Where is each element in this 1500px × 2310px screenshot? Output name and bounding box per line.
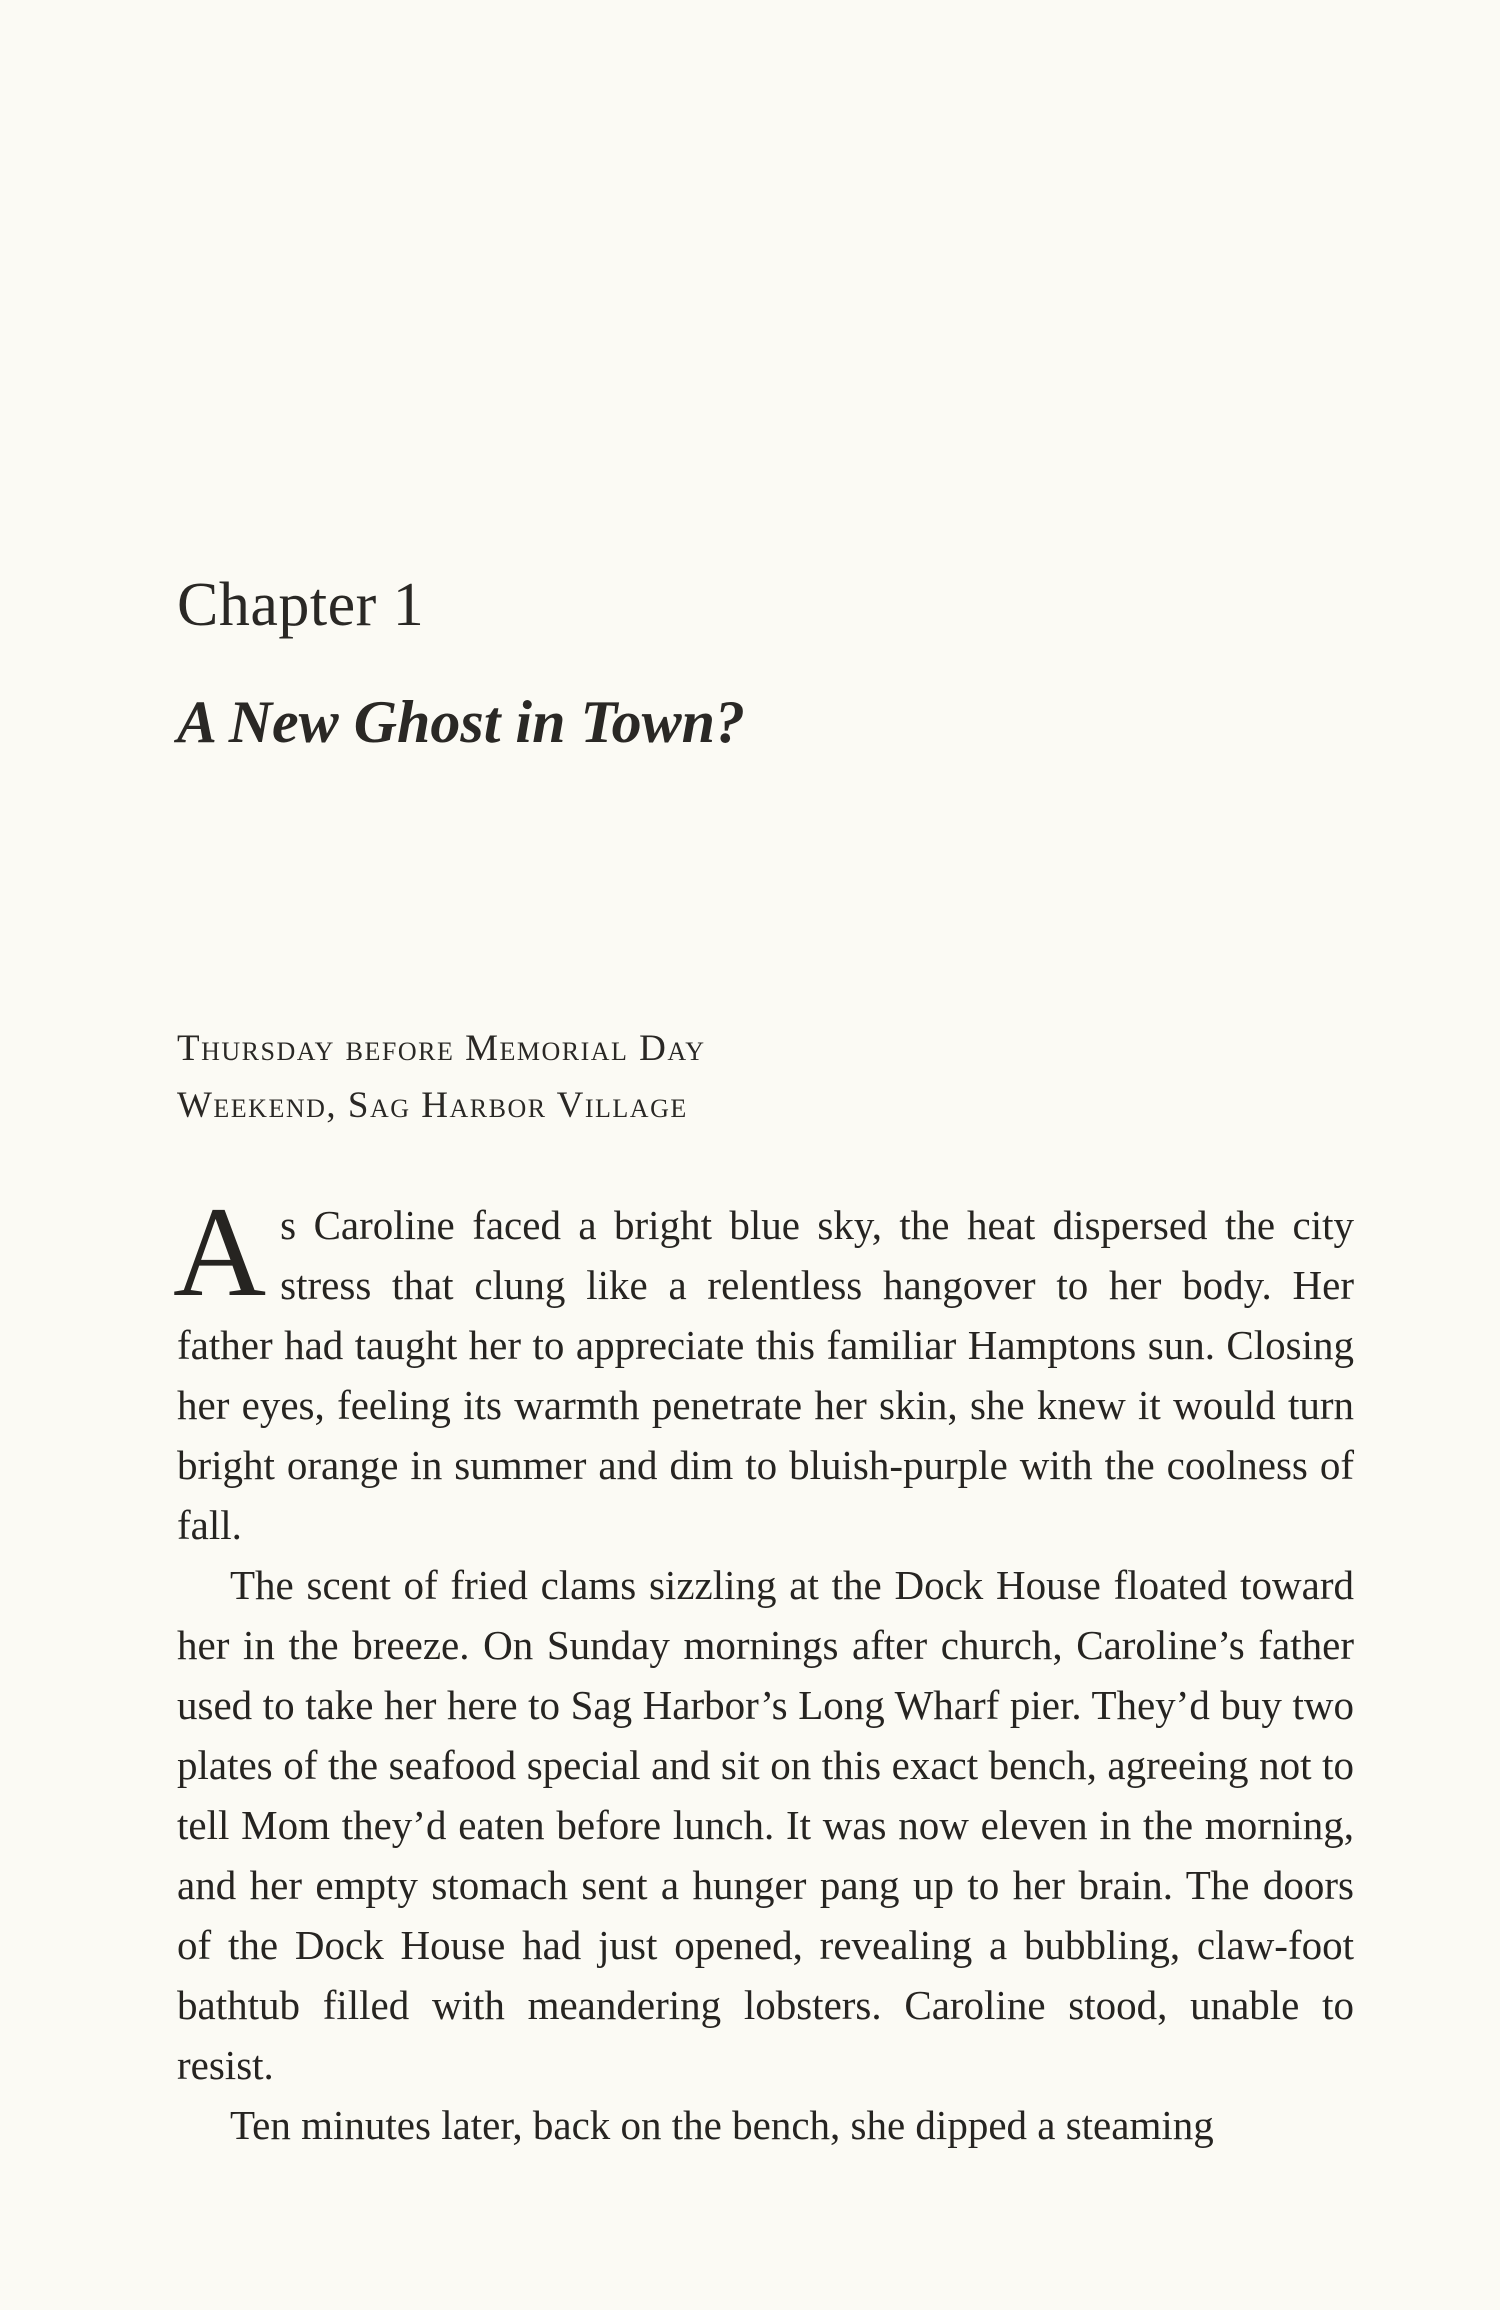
drop-cap: A bbox=[173, 1180, 267, 1323]
chapter-label: Chapter 1 bbox=[177, 571, 425, 639]
chapter-subtitle: A New Ghost in Town? bbox=[177, 689, 745, 755]
dateline-line-2: Weekend, Sag Harbor Village bbox=[177, 1085, 688, 1126]
paragraph-2: The scent of fried clams sizzling at the Dock House floated toward her in the breeze. On Sunday mornings after church, Caroline’s father used to take her here to Sag Harbor’s Long Wharf pier. They’d buy two plates of the seafood special and sit on this exact bench, agreeing not to tell Mom they’d eaten before lunch. It was now eleven in the morning, and her empty stomach sent a hunger pang up to her brain. The doors of the Dock House had just opened, revealing a bubbling, claw-foot bathtub filled with meandering lobsters. Caroline stood, unable to resist. bbox=[177, 1562, 1354, 2088]
paragraph-1 bbox=[173, 1180, 1354, 1555]
dateline bbox=[177, 1020, 1357, 1134]
body-text bbox=[173, 1180, 1354, 2155]
dateline-line-1: Thursday before Memorial Day bbox=[177, 1028, 706, 1069]
paragraph-3: Ten minutes later, back on the bench, she dipped a steaming bbox=[230, 2102, 1214, 2148]
paragraph-1-text: s Caroline faced a bright blue sky, the heat dispersed the city stress that clung like a relentless hangover to her body. Her father had taught her to appreciate this familiar Hamptons sun. Closing her eyes, feeling its warmth penetrate her skin, she knew it would turn bright orange in summer and dim to bluish-purple with the coolness of fall. bbox=[177, 1202, 1354, 1548]
